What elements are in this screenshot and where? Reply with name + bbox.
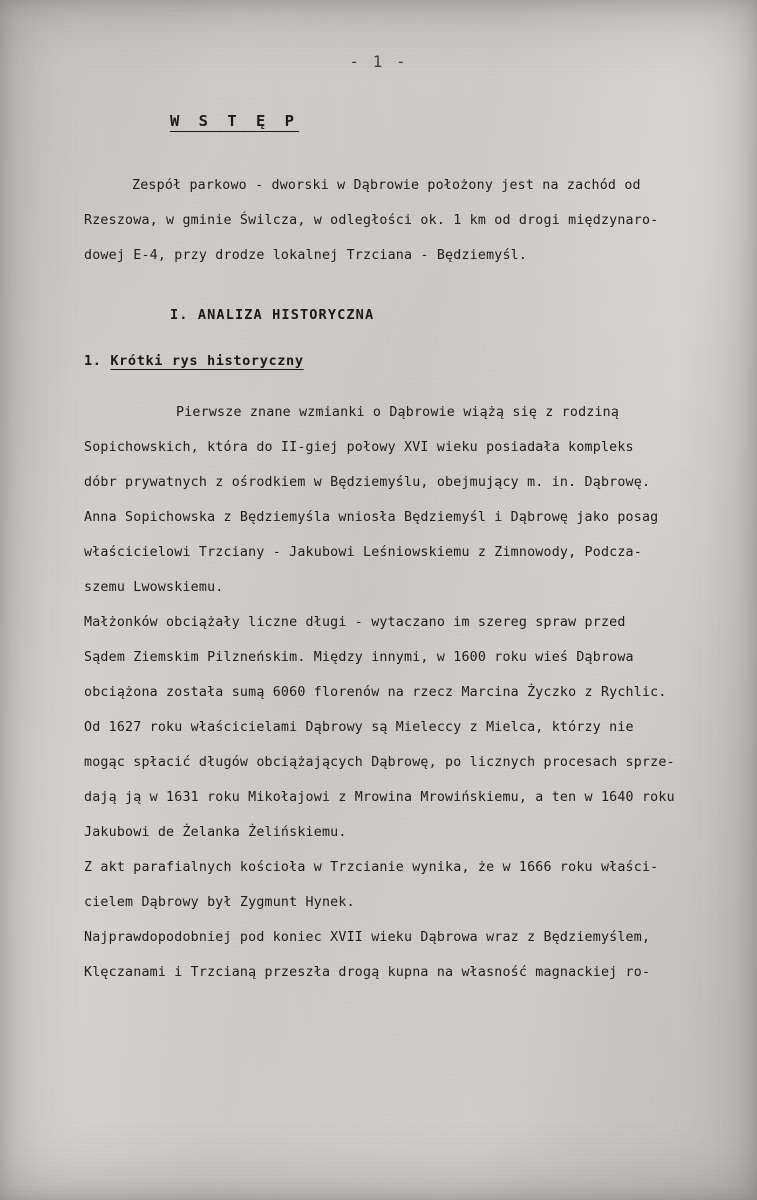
body-line-15: cielem Dąbrowy był Zygmunt Hynek. xyxy=(84,895,355,910)
document-heading: W S T Ę P xyxy=(170,112,299,130)
document-body xyxy=(84,112,684,990)
section-title: I. ANALIZA HISTORYCZNA xyxy=(170,307,375,323)
body-line-7: Małżonków obciążały liczne długi - wytaczano im szereg spraw przed xyxy=(84,615,626,630)
body-line-6: szemu Lwowskiemu. xyxy=(84,580,224,595)
history-paragraph xyxy=(84,395,684,990)
intro-line-1: Zespół parkowo - dworski w Dąbrowie położony jest na zachód od xyxy=(132,178,641,193)
body-line-2: Sopichowskich, która do II-giej połowy XVI wieku posiadała kompleks xyxy=(84,440,634,455)
body-line-5: właścicielowi Trzciany - Jakubowi Leśniowskiemu z Zimnowody, Podcza- xyxy=(84,545,642,560)
body-line-3: dóbr prywatnych z ośrodkiem w Będziemyślu, obejmujący m. in. Dąbrowę. xyxy=(84,475,651,490)
subsection-number: 1. xyxy=(84,353,111,369)
page-number: - 1 - xyxy=(349,52,408,71)
body-line-10: Od 1627 roku właścicielami Dąbrowy są Mieleccy z Mielca, którzy nie xyxy=(84,720,634,735)
body-line-17: Klęczanami i Trzcianą przeszła drogą kupna na własność magnackiej ro- xyxy=(84,965,651,980)
subsection-title xyxy=(84,353,684,369)
body-line-4: Anna Sopichowska z Będziemyśla wniosła Będziemyśl i Dąbrowę jako posag xyxy=(84,510,659,525)
subsection-title-text: Krótki rys historyczny xyxy=(110,353,304,369)
body-line-8: Sądem Ziemskim Pilzneńskim. Między innymi, w 1600 roku wieś Dąbrowa xyxy=(84,650,634,665)
body-line-14: Z akt parafialnych kościoła w Trzcianie wynika, że w 1666 roku właści- xyxy=(84,860,659,875)
body-line-1: Pierwsze znane wzmianki o Dąbrowie wiążą się z rodziną xyxy=(176,405,620,420)
intro-paragraph xyxy=(84,168,684,273)
intro-line-3: dowej E-4, przy drodze lokalnej Trzciana - Będziemyśl. xyxy=(84,248,528,263)
body-line-12: dają ją w 1631 roku Mikołajowi z Mrowina Mrowińskiemu, a ten w 1640 roku xyxy=(84,790,675,805)
body-line-11: mogąc spłacić długów obciążających Dąbrowę, po licznych procesach sprze- xyxy=(84,755,675,770)
body-line-9: obciążona została sumą 6060 florenów na rzecz Marcina Życzko z Rychlic. xyxy=(84,685,667,700)
body-line-16: Najprawdopodobniej pod koniec XVII wieku Dąbrowa wraz z Będziemyślem, xyxy=(84,930,651,945)
body-line-13: Jakubowi de Żelanka Żelińskiemu. xyxy=(84,825,347,840)
intro-line-2: Rzeszowa, w gminie Świlcza, w odległości ok. 1 km od drogi międzynaro- xyxy=(84,213,659,228)
